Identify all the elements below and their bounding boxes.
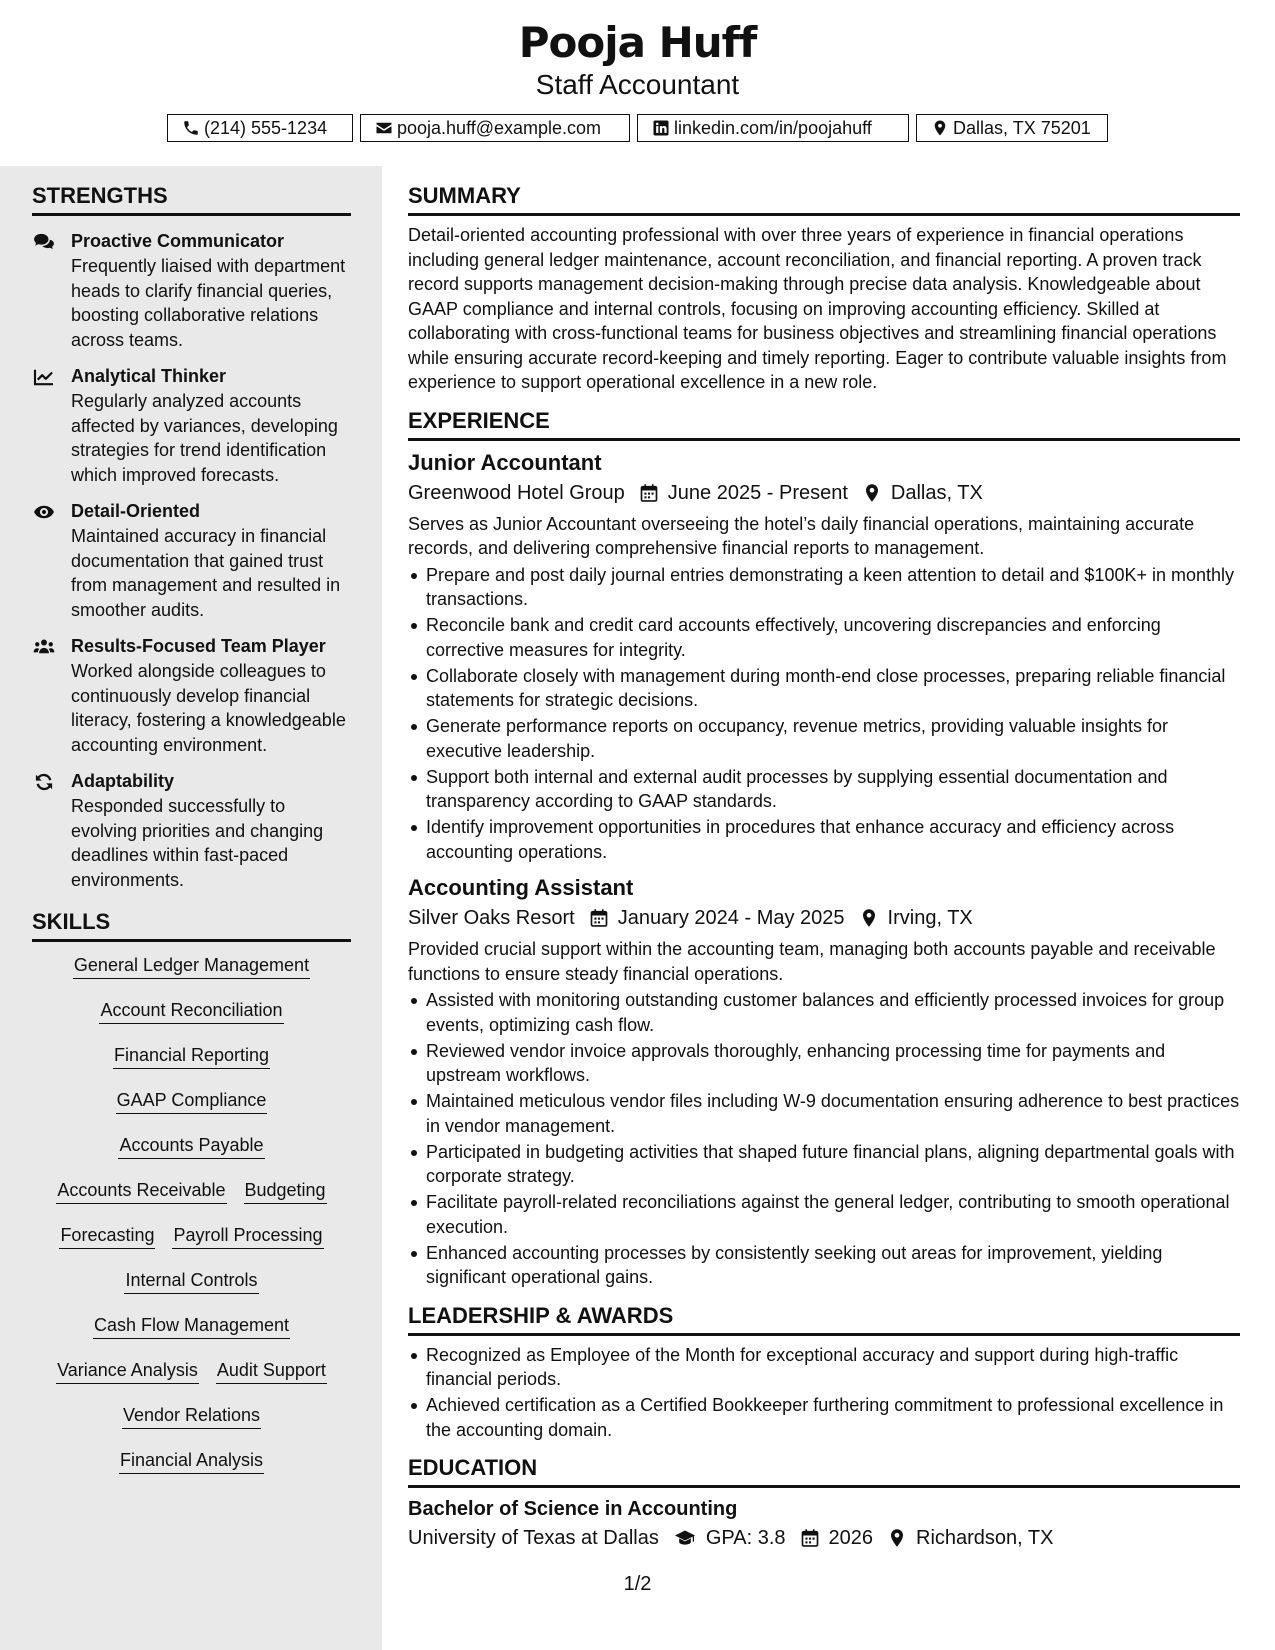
strength-title: Adaptability <box>71 771 175 791</box>
education-year: 2026 <box>828 1527 874 1549</box>
strengths-list <box>32 229 351 892</box>
sidebar <box>0 166 382 1650</box>
chart-line-icon <box>33 368 55 386</box>
strength-title: Results-Focused Team Player <box>71 636 326 656</box>
bullet-item: Support both internal and external audit processes by supplying essential documentation and transparency according to GAAP standards. <box>408 765 1240 814</box>
map-marker-icon <box>859 908 879 928</box>
skill-tag: Financial Analysis <box>119 1448 264 1474</box>
skill-tag: Variance Analysis <box>56 1358 199 1384</box>
job-dates: June 2025 - Present <box>667 481 848 504</box>
map-marker-icon <box>931 119 949 137</box>
contact-bar <box>0 114 1275 142</box>
job-company: Silver Oaks Resort <box>408 907 575 929</box>
bullet-item: Identify improvement opportunities in procedures that enhance accuracy and efficiency across accounting operations. <box>408 815 1240 864</box>
calendar-icon <box>589 908 609 928</box>
map-marker-icon <box>887 1528 907 1548</box>
education-gpa: GPA: 3.8 <box>705 1527 786 1549</box>
email-text: pooja.huff@example.com <box>397 117 602 138</box>
job-summary: Provided crucial support within the accounting team, managing both accounts payable and receivable functions to ensure steady financial operations. <box>408 939 1216 984</box>
experience-heading: EXPERIENCE <box>408 407 1240 441</box>
skill-tag: Vendor Relations <box>122 1403 261 1429</box>
summary-text: Detail-oriented accounting professional with over three years of experience in financial operations including general ledger maintenance, account reconciliation, and financial reporting. A proven track record supports management decision-making through precise data analysis. Knowledgeable about GAAP compliance and internal controls, focusing on improving accounting efficiency. Skilled at collaborating with cross-functional teams for business objectives and streamlining financial operations while ensuring accurate record-keeping and timely reporting. Eager to contribute valuable insights from experience to support operational excellence in a new role. <box>408 225 1227 392</box>
education-school: University of Texas at Dallas <box>408 1527 659 1549</box>
skill-tag: General Ledger Management <box>73 953 310 979</box>
bullet-item: Facilitate payroll-related reconciliations against the general ledger, contributing to smooth operational execution. <box>408 1190 1240 1239</box>
comments-icon <box>33 233 55 251</box>
bullet-item: Generate performance reports on occupancy, revenue metrics, providing valuable insights for executive leadership. <box>408 714 1240 763</box>
eye-icon <box>33 503 55 521</box>
skill-tag: Forecasting <box>59 1223 155 1249</box>
bullet-item: Recognized as Employee of the Month for exceptional accuracy and support during high-traffic financial periods. <box>408 1343 1240 1392</box>
contact-phone[interactable] <box>167 114 353 142</box>
job-company: Greenwood Hotel Group <box>408 481 625 504</box>
job-entry <box>408 873 1240 1290</box>
skills-heading: SKILLS <box>32 908 351 942</box>
job-meta <box>408 903 1240 933</box>
job-role: Junior Accountant <box>408 449 602 475</box>
skill-tag: GAAP Compliance <box>116 1088 268 1114</box>
envelope-icon <box>375 119 393 137</box>
summary-heading: SUMMARY <box>408 182 1240 216</box>
job-bullets <box>408 988 1240 1290</box>
strength-description: Frequently liaised with department heads to clarify financial queries, boosting collaborative relations across teams. <box>71 256 346 350</box>
strength-item <box>32 769 351 892</box>
strength-description: Maintained accuracy in financial documentation that gained trust from management and resulted in smoother audits. <box>71 526 341 620</box>
experience-section <box>408 407 1240 1290</box>
contact-linkedin[interactable] <box>637 114 909 142</box>
leadership-heading: LEADERSHIP & AWARDS <box>408 1302 1240 1336</box>
strength-title: Analytical Thinker <box>71 366 227 386</box>
education-heading: EDUCATION <box>408 1454 1240 1488</box>
linkedin-icon <box>652 119 670 137</box>
phone-text: (214) 555-1234 <box>204 117 328 138</box>
skill-tag: Accounts Payable <box>118 1133 264 1159</box>
bullet-item: Prepare and post daily journal entries demonstrating a keen attention to detail and $100K+ in monthly transactions. <box>408 563 1240 612</box>
bullet-item: Participated in budgeting activities that shaped future financial plans, aligning departmental goals with corporate strategy. <box>408 1140 1240 1189</box>
bullet-item: Assisted with monitoring outstanding customer balances and efficiently processed invoices for group events, optimizing cash flow. <box>408 988 1240 1037</box>
bullet-item: Collaborate closely with management during month-end close processes, preparing reliable financial statements for strategic decisions. <box>408 664 1240 713</box>
strengths-heading: STRENGTHS <box>32 182 351 216</box>
leadership-section <box>408 1302 1240 1443</box>
education-location: Richardson, TX <box>916 1527 1054 1549</box>
page-number: 1/2 <box>623 1573 652 1595</box>
job-entry <box>408 448 1240 865</box>
contact-location[interactable] <box>916 114 1108 142</box>
education-degree: Bachelor of Science in Accounting <box>408 1498 738 1520</box>
strength-title: Detail-Oriented <box>71 501 201 521</box>
sync-icon <box>33 773 55 791</box>
calendar-icon <box>639 483 659 503</box>
bullet-item: Enhanced accounting processes by consistently seeking out areas for improvement, yielding significant operational gains. <box>408 1241 1240 1290</box>
skill-tag: Accounts Receivable <box>56 1178 226 1204</box>
job-meta <box>408 478 1240 508</box>
strength-description: Responded successfully to evolving priorities and changing deadlines within fast-paced environments. <box>71 796 324 890</box>
strength-item <box>32 499 351 622</box>
resume-header <box>0 18 1275 101</box>
education-section <box>408 1454 1240 1553</box>
strength-description: Worked alongside colleagues to continuously develop financial literacy, fostering a knowledgeable accounting environment. <box>71 661 346 755</box>
users-icon <box>33 638 55 656</box>
job-location: Irving, TX <box>887 907 973 929</box>
strength-title: Proactive Communicator <box>71 231 285 251</box>
contact-email[interactable] <box>360 114 630 142</box>
linkedin-text: linkedin.com/in/poojahuff <box>674 117 872 138</box>
skill-tag: Budgeting <box>244 1178 327 1204</box>
main-column <box>408 182 1240 1565</box>
summary-section <box>408 182 1240 395</box>
skill-tag: Financial Reporting <box>113 1043 270 1069</box>
strength-item <box>32 634 351 757</box>
candidate-title: Staff Accountant <box>535 69 740 100</box>
bullet-item: Maintained meticulous vendor files including W-9 documentation ensuring adherence to best practices in vendor management. <box>408 1089 1240 1138</box>
bullet-item: Reconcile bank and credit card accounts effectively, uncovering discrepancies and enforcing corrective measures for integrity. <box>408 613 1240 662</box>
education-meta <box>408 1523 1240 1553</box>
map-marker-icon <box>862 483 882 503</box>
job-location: Dallas, TX <box>890 481 983 504</box>
bullet-item: Achieved certification as a Certified Bookkeeper furthering commitment to professional excellence in the accounting domain. <box>408 1393 1240 1442</box>
job-summary: Serves as Junior Accountant overseeing the hotel’s daily financial operations, maintaining accurate records, and delivering comprehensive financial reports to management. <box>408 513 1195 558</box>
bullet-item: Reviewed vendor invoice approvals thoroughly, enhancing processing time for payments and upstream workflows. <box>408 1039 1240 1088</box>
calendar-icon <box>800 1528 820 1548</box>
candidate-name: Pooja Huff <box>518 18 757 67</box>
strength-item <box>32 229 351 352</box>
skill-tag: Cash Flow Management <box>93 1313 290 1339</box>
job-role: Accounting Assistant <box>408 875 634 900</box>
job-bullets <box>408 563 1240 865</box>
strength-description: Regularly analyzed accounts affected by variances, developing strategies for trend identification which improved forecasts. <box>71 391 338 485</box>
skill-tag: Audit Support <box>216 1358 327 1384</box>
job-dates: January 2024 - May 2025 <box>617 907 845 929</box>
location-text: Dallas, TX 75201 <box>953 117 1091 138</box>
leadership-bullets <box>408 1343 1240 1443</box>
skill-tag: Internal Controls <box>124 1268 258 1294</box>
phone-icon <box>182 119 200 137</box>
skill-tag: Account Reconciliation <box>99 998 283 1024</box>
graduation-cap-icon <box>673 1528 697 1548</box>
skills-list <box>32 953 351 1493</box>
strength-item <box>32 364 351 487</box>
skill-tag: Payroll Processing <box>172 1223 323 1249</box>
